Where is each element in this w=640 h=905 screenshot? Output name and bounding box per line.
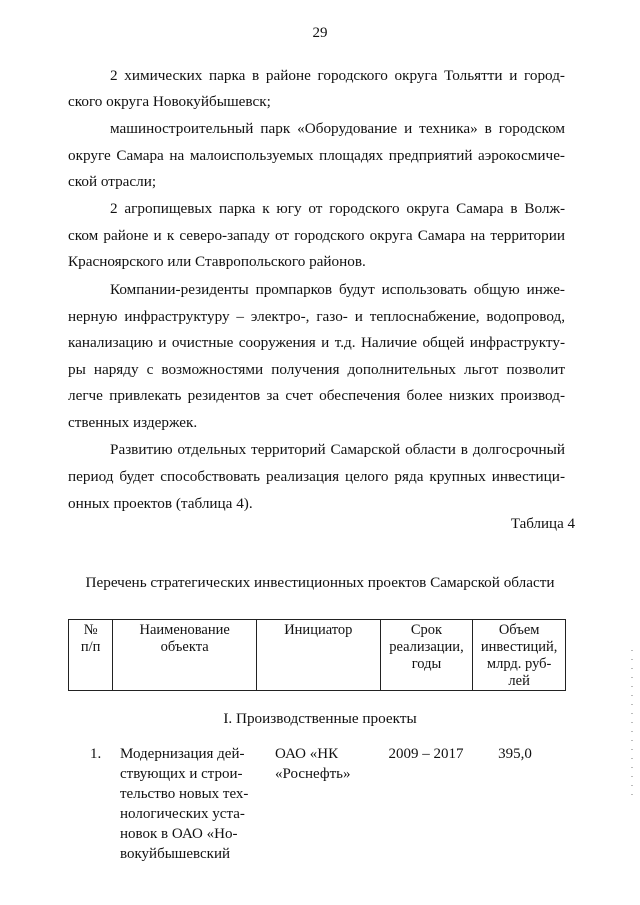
row-name: Модернизация дей- ствующих и строи- тельство новых тех- нологических уста- новок в ОАО «Но- вокуйбышевский: [120, 746, 249, 862]
body-line: машиностроительный парк «Оборудование и техника» в городском: [110, 120, 565, 137]
table-header: [68, 619, 566, 691]
body-line: Красноярского или Ставропольского районов.: [68, 253, 366, 270]
page-number: 29: [312, 25, 328, 41]
row-number: 1.: [90, 746, 102, 762]
table-title: Перечень стратегических инвестиционных проектов Самарской области: [85, 574, 555, 591]
body-line: легче привлекать резидентов за счет обеспечения более низких производ-: [68, 387, 565, 404]
row-term: 2009 – 2017: [388, 746, 464, 762]
body-line: нерную инфраструктуру – электро-, газо- и теплоснабжение, водопровод,: [68, 308, 565, 325]
body-line: ском районе и к северо-западу от городского округа Самара на территории: [68, 227, 565, 244]
body-line: канализацию и очистные сооружения и т.д. Наличие общей инфраструкту-: [68, 334, 565, 351]
section-title: I. Производственные проекты: [223, 710, 417, 727]
body-line: 2 химических парка в районе городского округа Тольятти и город-: [110, 67, 565, 84]
scan-artifact: [631, 650, 633, 800]
body-line: онных проектов (таблица 4).: [68, 495, 253, 512]
header-cell-initiator: Инициатор: [257, 620, 381, 691]
table-label: Таблица 4: [510, 516, 575, 532]
body-line: Развитию отдельных территорий Самарской области в долгосрочный: [110, 441, 565, 458]
body-line: ственных издержек.: [68, 414, 198, 431]
header-cell-investment: Объем инвестиций, млрд. руб- лей: [473, 620, 566, 691]
body-line: ской отрасли;: [68, 173, 157, 190]
body-line: ского округа Новокуйбышевск;: [68, 93, 271, 110]
row-investment: 395,0: [498, 746, 532, 762]
body-line: период будет способствовать реализация целого ряда крупных инвестици-: [68, 468, 565, 485]
body-line: ры наряду с возможностями получения дополнительных льгот позволит: [68, 361, 565, 378]
body-line: округе Самара на малоиспользуемых площадях предприятий аэрокосмиче-: [68, 147, 565, 164]
row-initiator: ОАО «НК «Роснефть»: [275, 746, 351, 782]
header-cell-term: Срок реализации, годы: [380, 620, 473, 691]
body-line: Компании-резиденты промпарков будут использовать общую инже-: [110, 281, 565, 298]
body-line: 2 агропищевых парка к югу от городского округа Самара в Волж-: [110, 200, 565, 217]
header-cell-number: № п/п: [69, 620, 113, 691]
header-cell-name: Наименование объекта: [113, 620, 257, 691]
